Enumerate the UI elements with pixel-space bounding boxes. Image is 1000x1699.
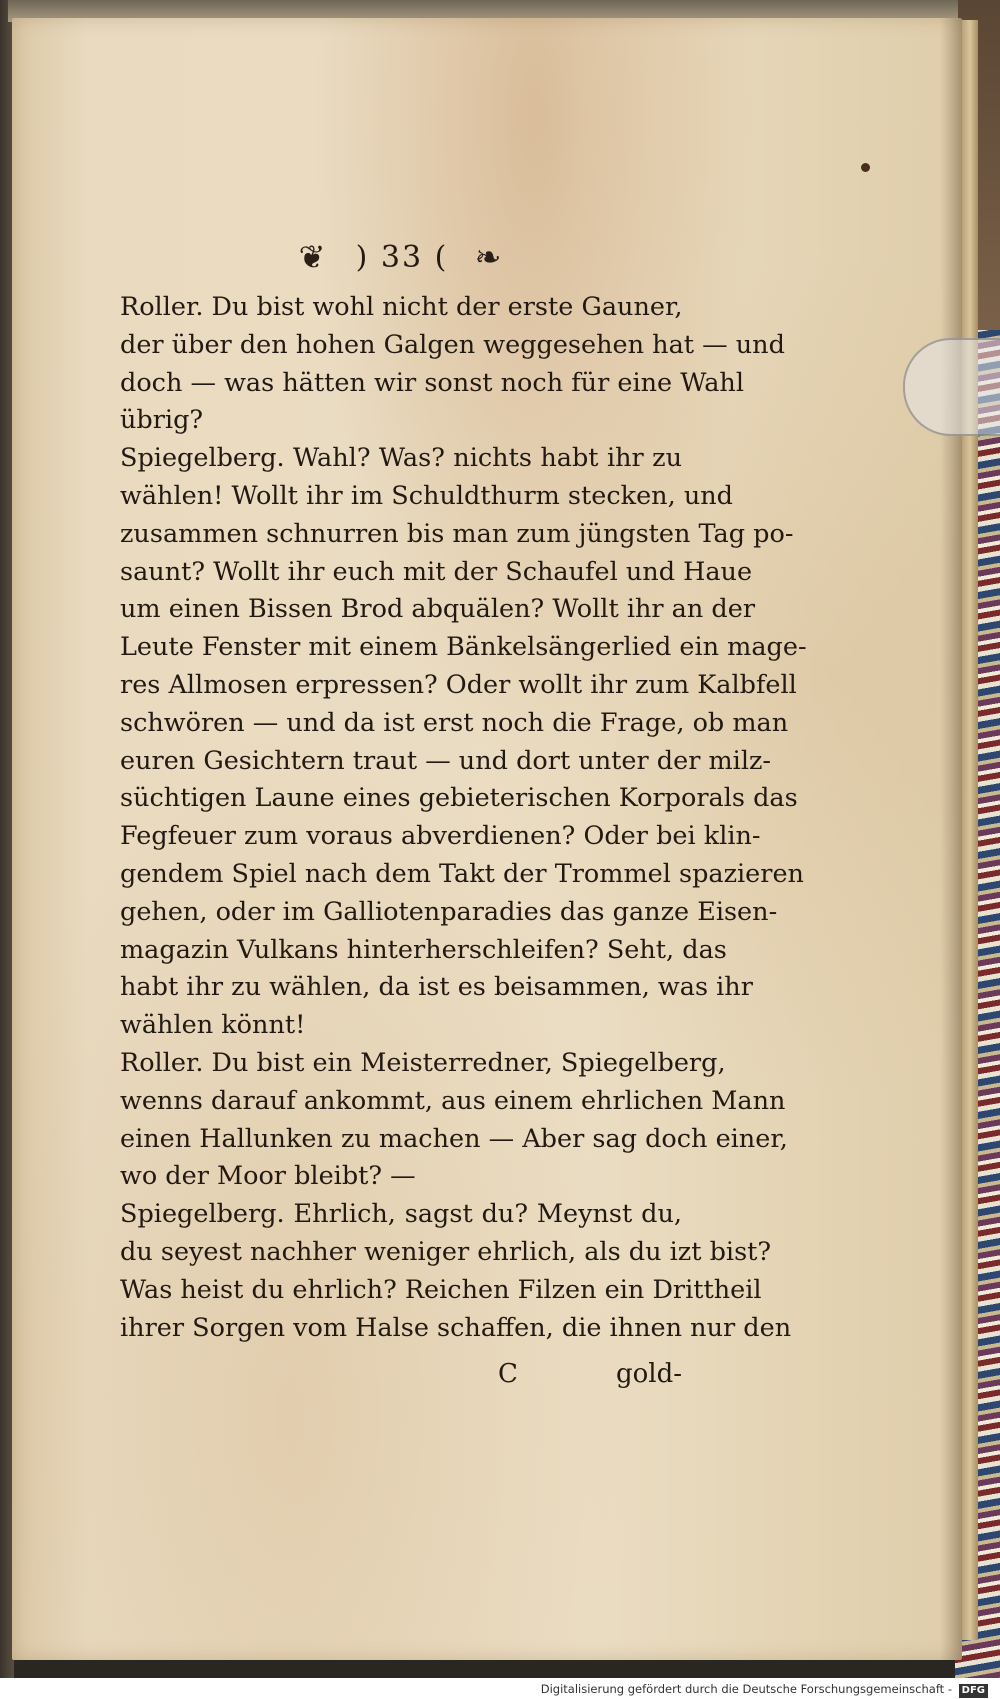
text-line: süchtigen Laune eines gebieterischen Korporals das (120, 783, 798, 814)
text-line: gendem Spiel nach dem Takt der Trommel spazieren (120, 858, 804, 889)
text-line: habt ihr zu wählen, da ist es beisammen, was ihr (120, 972, 753, 1003)
text-line: einen Hallunken zu machen — Aber sag doch einer, (120, 1123, 788, 1154)
text-line: wo der Moor bleibt? — (120, 1161, 416, 1192)
text-line: schwören — und da ist erst noch die Frage, ob man (120, 707, 789, 738)
text-line: res Allmosen erpressen? Oder wollt ihr zum Kalbfell (120, 669, 797, 700)
page-foot (120, 1354, 682, 1394)
text-line: wählen könnt! (120, 1010, 306, 1041)
ink-spot (861, 163, 870, 172)
text-line: wählen! Wollt ihr im Schuldthurm stecken, und (120, 480, 733, 511)
text-line: um einen Bissen Brod abquälen? Wollt ihr an der (120, 594, 756, 625)
ornament-right-icon: ❧ (474, 238, 502, 276)
text-line: doch — was hätten wir sonst noch für eine Wahl (120, 367, 745, 398)
text-line: zusammen schnurren bis man zum jüngsten Tag po- (120, 518, 794, 549)
signature-mark: C (498, 1359, 518, 1389)
text-line: Roller. Du bist ein Meisterredner, Spiegelberg, (120, 1047, 726, 1078)
text-line: Spiegelberg. Wahl? Was? nichts habt ihr zu (120, 443, 682, 474)
page-number: ) 33 ( (355, 240, 449, 275)
ornament-left-icon: ❦ (298, 238, 326, 276)
text-line: saunt? Wollt ihr euch mit der Schaufel und Haue (120, 556, 753, 587)
text-line: Spiegelberg. Ehrlich, sagst du? Meynst du, (120, 1199, 682, 1230)
page-clip (903, 338, 1000, 436)
text-line: euren Gesichtern traut — und dort unter der milz- (120, 745, 772, 776)
catchword: gold- (615, 1359, 682, 1389)
text-line: übrig? (120, 405, 204, 436)
text-line: der über den hohen Galgen weggesehen hat — und (120, 329, 785, 360)
dfg-logo: DFG (959, 1684, 988, 1698)
page-stack-edge (962, 20, 978, 1640)
text-line: gehen, oder im Galliotenparadies das ganze Eisen- (120, 896, 778, 927)
text-line: Fegfeuer zum voraus abverdienen? Oder bei klin- (120, 821, 761, 852)
footer-credit-text: Digitalisierung gefördert durch die Deutsche Forschungsgemeinschaft - (540, 1682, 952, 1696)
page-text (120, 289, 807, 1347)
text-line: du seyest nachher weniger ehrlich, als du izt bist? (120, 1236, 772, 1267)
text-line: Was heist du ehrlich? Reichen Filzen ein Drittheil (120, 1274, 762, 1305)
text-line: ihrer Sorgen vom Halse schaffen, die ihnen nur den (120, 1312, 792, 1343)
text-line: wenns darauf ankommt, aus einem ehrlichen Mann (120, 1085, 786, 1116)
text-line: Roller. Du bist wohl nicht der erste Gauner, (120, 292, 683, 322)
text-line: Leute Fenster mit einem Bänkelsängerlied ein mage- (120, 632, 807, 663)
footer-credit (541, 1680, 988, 1698)
text-line: magazin Vulkans hinterherschleifen? Seht, das (120, 934, 727, 965)
page-gutter-shadow (940, 18, 962, 1660)
